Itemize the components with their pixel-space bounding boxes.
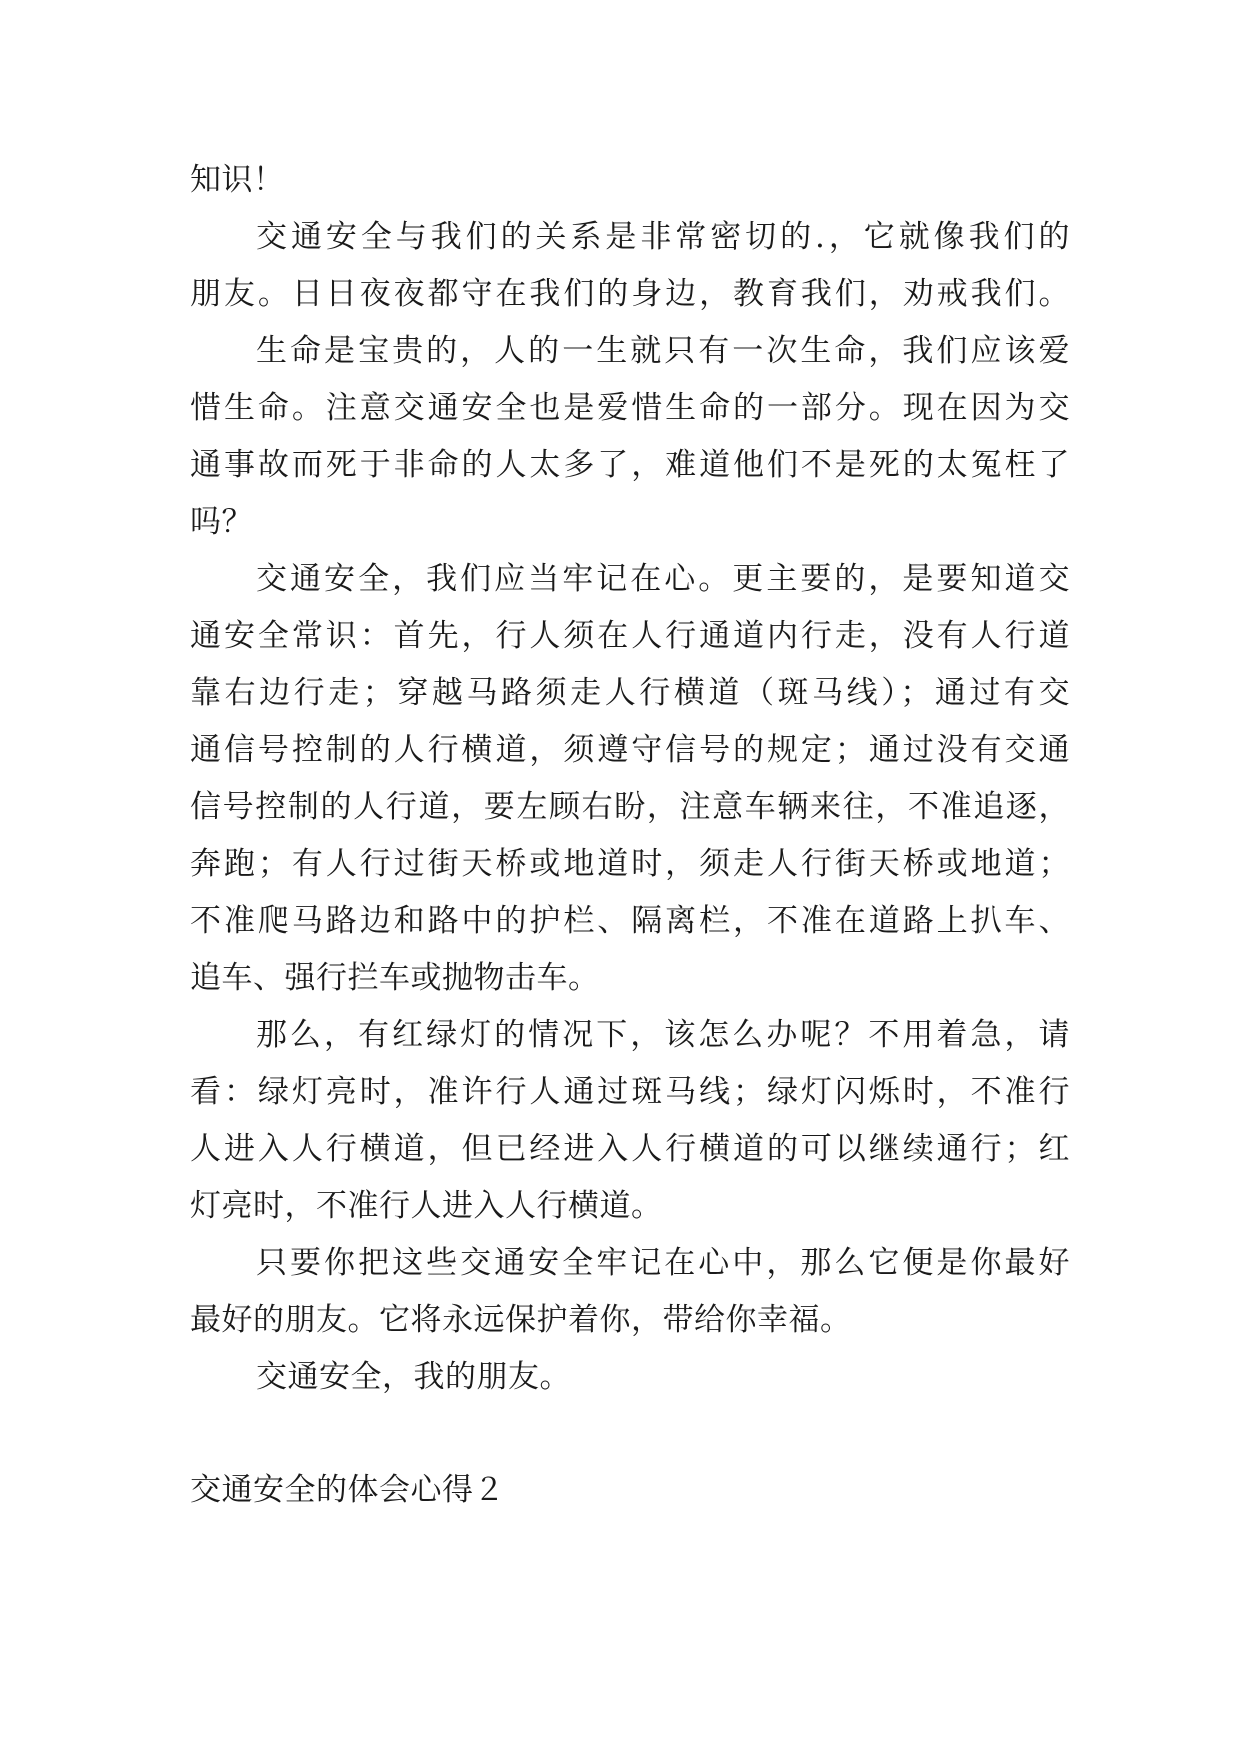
text-line: 通事故而死于非命的人太多了，难道他们不是死的太冤枉了: [190, 447, 1070, 483]
text-line: 灯亮时，不准行人进入人行横道。: [190, 1188, 663, 1224]
text-line: 朋友。日日夜夜都守在我们的身边，教育我们，劝戒我们。: [190, 276, 1070, 312]
text-line: 信号控制的人行道，要左顾右盼，注意车辆来往，不准追逐，: [190, 789, 1070, 825]
text-line: 只要你把这些交通安全牢记在心中，那么它便是你最好: [256, 1245, 1070, 1281]
text-line: 交通安全，我的朋友。: [256, 1359, 571, 1395]
text-line: 知识！: [190, 162, 285, 198]
section-heading: 交通安全的体会心得２: [190, 1472, 505, 1508]
text-line: 看：绿灯亮时，准许行人通过斑马线；绿灯闪烁时，不准行: [190, 1074, 1070, 1110]
text-line: 交通安全与我们的关系是非常密切的.，它就像我们的: [256, 219, 1070, 255]
text-line: 那么，有红绿灯的情况下，该怎么办呢？不用着急，请: [256, 1017, 1070, 1053]
text-line: 通信号控制的人行横道，须遵守信号的规定；通过没有交通: [190, 732, 1070, 768]
text-line: 惜生命。注意交通安全也是爱惜生命的一部分。现在因为交: [190, 390, 1070, 426]
text-line: 奔跑；有人行过街天桥或地道时，须走人行街天桥或地道；: [190, 846, 1070, 882]
text-line: 追车、强行拦车或抛物击车。: [190, 960, 600, 996]
text-line: 吗？: [190, 504, 253, 540]
text-line: 靠右边行走；穿越马路须走人行横道（斑马线）；通过有交: [190, 675, 1070, 711]
text-line: 最好的朋友。它将永远保护着你，带给你幸福。: [190, 1302, 852, 1338]
text-line: 不准爬马路边和路中的护栏、隔离栏，不准在道路上扒车、: [190, 903, 1070, 939]
text-line: 交通安全，我们应当牢记在心。更主要的，是要知道交: [256, 561, 1070, 597]
text-line: 人进入人行横道，但已经进入人行横道的可以继续通行；红: [190, 1131, 1070, 1167]
text-line: 通安全常识：首先，行人须在人行通道内行走，没有人行道: [190, 618, 1070, 654]
text-line: 生命是宝贵的，人的一生就只有一次生命，我们应该爱: [256, 333, 1070, 369]
